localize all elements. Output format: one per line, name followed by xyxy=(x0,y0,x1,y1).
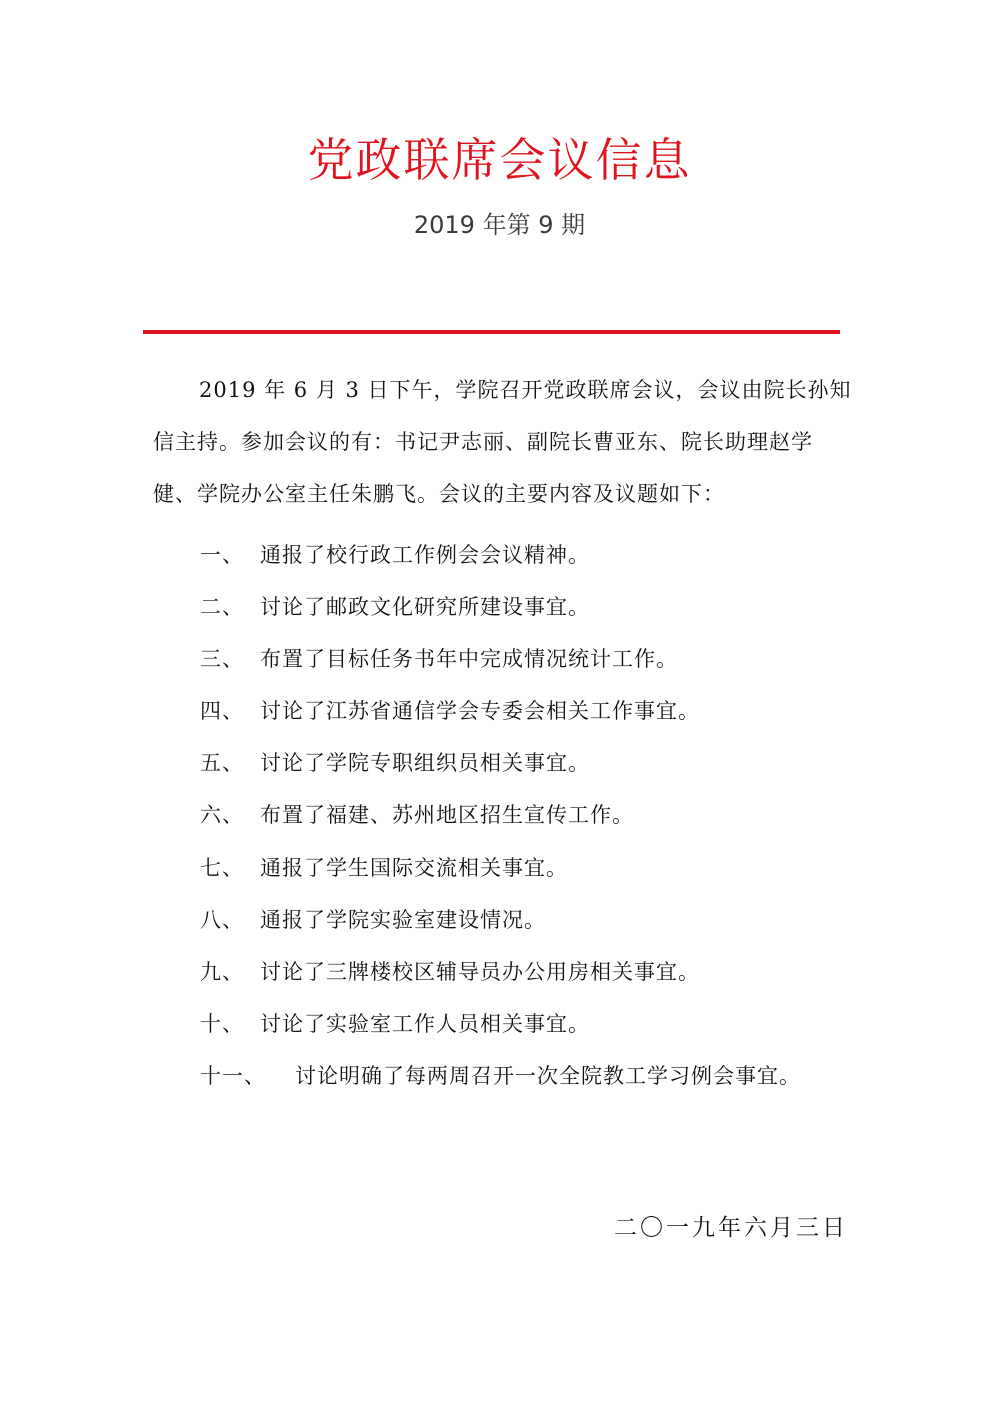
agenda-item-text: 讨论了实验室工作人员相关事宜。 xyxy=(260,1012,590,1036)
intro-paragraph: 2019 年 6 月 3 日下午，学院召开党政联席会议，会议由院长孙知信主持。参加会议的有：书记尹志丽、副院长曹亚东、院长助理赵学健、学院办公室主任朱鹏飞。会议的主要内容及议题如下： xyxy=(153,378,852,506)
issue-number: 2019 年第 9 期 xyxy=(413,211,586,239)
agenda-item xyxy=(200,639,860,679)
agenda-item xyxy=(200,795,860,835)
agenda-item xyxy=(200,848,860,888)
agenda-item-number: 八、 xyxy=(200,908,244,932)
agenda-item-number: 九、 xyxy=(200,960,244,984)
agenda-item-text: 通报了学院实验室建设情况。 xyxy=(260,908,546,932)
agenda-item-number: 二、 xyxy=(200,595,244,619)
agenda-item-number: 一、 xyxy=(200,543,244,567)
agenda-item-text: 讨论了学院专职组织员相关事宜。 xyxy=(260,751,590,775)
agenda-item xyxy=(200,1004,860,1044)
agenda-item xyxy=(200,535,860,575)
agenda-item xyxy=(200,1056,860,1096)
agenda-item-text: 布置了福建、苏州地区招生宣传工作。 xyxy=(260,803,634,827)
agenda-item xyxy=(200,900,860,940)
agenda-item-number: 六、 xyxy=(200,803,244,827)
agenda-item-number: 五、 xyxy=(200,751,244,775)
agenda-item-text: 通报了校行政工作例会会议精神。 xyxy=(260,543,590,567)
agenda-item-text: 布置了目标任务书年中完成情况统计工作。 xyxy=(260,647,678,671)
agenda-item xyxy=(200,587,860,627)
agenda-item-text: 讨论了邮政文化研究所建设事宜。 xyxy=(260,595,590,619)
closing-date: 二〇一九年六月三日 xyxy=(614,1215,848,1241)
agenda-item xyxy=(200,743,860,783)
agenda-item-text: 讨论明确了每两周召开一次全院教工学习例会事宜。 xyxy=(295,1064,801,1088)
agenda-item-text: 通报了学生国际交流相关事宜。 xyxy=(260,856,568,880)
agenda-item xyxy=(200,691,860,731)
agenda-item-number: 十、 xyxy=(200,1012,244,1036)
agenda-item-number: 三、 xyxy=(200,647,244,671)
agenda-item-number: 十一、 xyxy=(200,1064,266,1088)
agenda-item xyxy=(200,952,860,992)
agenda-item-number: 七、 xyxy=(200,856,244,880)
red-divider xyxy=(143,330,840,334)
document-title: 党政联席会议信息 xyxy=(307,133,692,187)
agenda-item-number: 四、 xyxy=(200,699,244,723)
agenda-item-text: 讨论了三牌楼校区辅导员办公用房相关事宜。 xyxy=(260,960,700,984)
agenda-item-text: 讨论了江苏省通信学会专委会相关工作事宜。 xyxy=(260,699,700,723)
